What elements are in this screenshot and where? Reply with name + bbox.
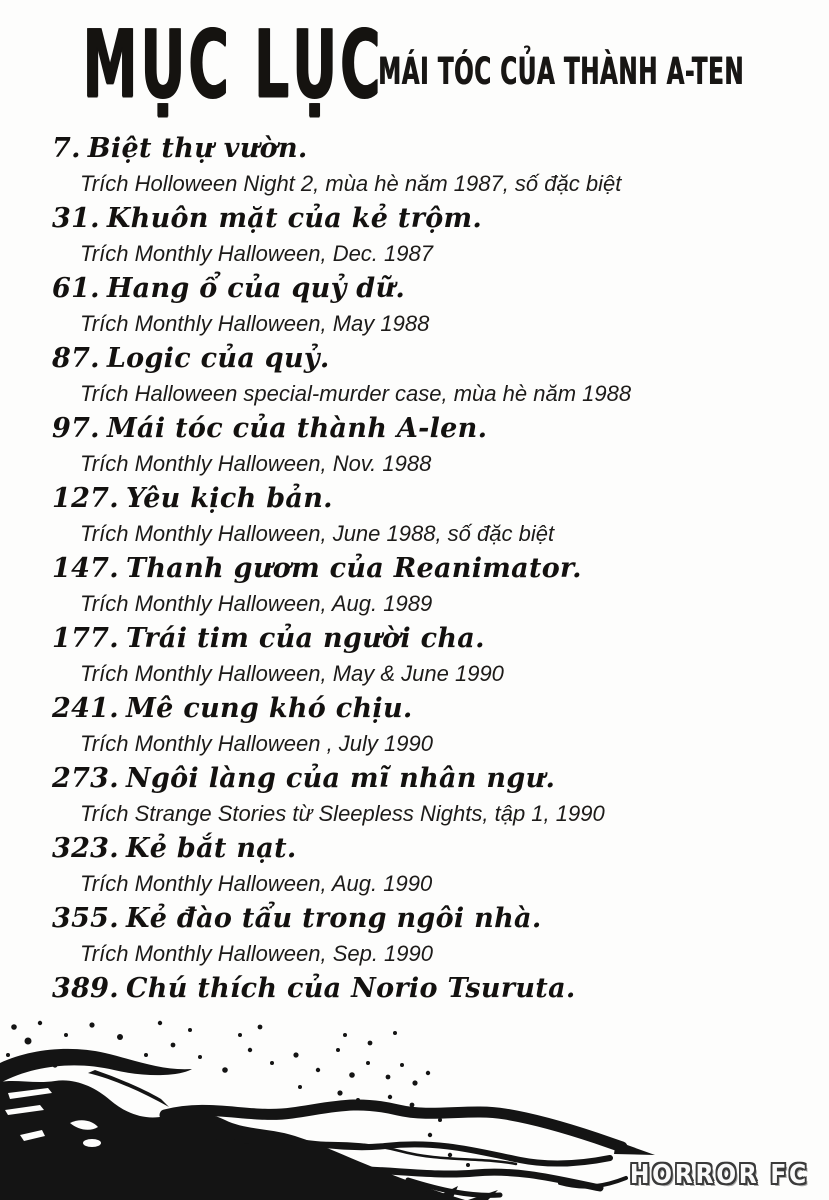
toc-entry — [52, 130, 805, 200]
entry-title-line — [52, 550, 805, 587]
entry-title: Kẻ đào tẩu trong ngôi nhà. — [125, 903, 542, 934]
entry-page-number: 147. — [52, 553, 119, 584]
entry-title: Mái tóc của thành A-len. — [106, 413, 488, 444]
entry-page-number: 31. — [52, 203, 100, 234]
entry-page-number: 97. — [52, 413, 100, 444]
entry-page-number: 389. — [52, 973, 119, 1004]
entry-page-number: 61. — [52, 273, 100, 304]
entry-title-line — [52, 130, 805, 167]
entry-source: Trích Monthly Halloween, May & June 1990 — [80, 661, 504, 686]
entry-source: Trích Monthly Halloween, Sep. 1990 — [80, 941, 433, 966]
entry-source: Trích Monthly Halloween, Aug. 1990 — [80, 871, 433, 896]
entry-title-line — [52, 760, 805, 797]
entry-title-line — [52, 270, 805, 307]
entry-title-line — [52, 200, 805, 237]
toc-entry — [52, 760, 805, 830]
entry-title: Biệt thự vườn. — [87, 133, 308, 164]
entry-page-number: 323. — [52, 833, 119, 864]
entry-title-line — [52, 340, 805, 377]
toc-entry — [52, 480, 805, 550]
toc-entry — [52, 550, 805, 620]
entry-title: Thanh gươm của Reanimator. — [125, 553, 582, 584]
toc-entry — [52, 410, 805, 480]
toc-entry — [52, 900, 805, 970]
entry-page-number: 355. — [52, 903, 119, 934]
entry-title-line — [52, 410, 805, 447]
entry-title-line — [52, 690, 805, 727]
entry-title-line — [52, 480, 805, 517]
entry-title: Chú thích của Norio Tsuruta. — [125, 973, 576, 1004]
toc-entry — [52, 690, 805, 760]
entry-title: Khuôn mặt của kẻ trộm. — [106, 203, 483, 234]
page-subtitle: MÁI TÓC CỦA THÀNH A-TEN — [378, 50, 744, 93]
entry-title: Trái tim của người cha. — [125, 623, 485, 654]
entry-page-number: 7. — [52, 133, 81, 164]
entry-title: Mê cung khó chịu. — [125, 693, 413, 724]
entry-source: Trích Holloween Night 2, mùa hè năm 1987, số đặc biệt — [80, 171, 622, 196]
page-title: MỤC LỤC — [82, 9, 383, 119]
entry-source: Trích Halloween special-murder case, mùa hè năm 1988 — [80, 381, 632, 406]
entry-page-number: 273. — [52, 763, 119, 794]
entry-title: Yêu kịch bản. — [125, 483, 333, 514]
entry-page-number: 177. — [52, 623, 119, 654]
entry-source: Trích Monthly Halloween, May 1988 — [80, 311, 430, 336]
toc-list — [52, 130, 805, 1040]
toc-entry — [52, 830, 805, 900]
horror-fc-watermark: HORROR FC — [629, 1160, 809, 1190]
entry-page-number: 127. — [52, 483, 119, 514]
entry-title-line — [52, 970, 805, 1007]
entry-title-line — [52, 900, 805, 937]
toc-entry — [52, 620, 805, 690]
entry-title-line — [52, 830, 805, 867]
toc-entry — [52, 270, 805, 340]
entry-title-line — [52, 620, 805, 657]
entry-title: Ngôi làng của mĩ nhân ngư. — [125, 763, 556, 794]
entry-title: Logic của quỷ. — [106, 343, 330, 374]
entry-source: Trích Strange Stories từ Sleepless Nights, tập 1, 1990 — [80, 801, 605, 826]
entry-source: Trích Monthly Halloween, Aug. 1989 — [80, 591, 433, 616]
toc-entry — [52, 340, 805, 410]
entry-source: Trích Monthly Halloween, June 1988, số đặc biệt — [80, 521, 555, 546]
entry-page-number: 87. — [52, 343, 100, 374]
toc-entry — [52, 200, 805, 270]
entry-title: Kẻ bắt nạt. — [125, 833, 297, 864]
entry-page-number: 241. — [52, 693, 119, 724]
entry-title: Hang ổ của quỷ dữ. — [106, 273, 406, 304]
entry-source: Trích Monthly Halloween, Nov. 1988 — [80, 451, 432, 476]
entry-source: Trích Monthly Halloween, Dec. 1987 — [80, 241, 433, 266]
entry-source: Trích Monthly Halloween , July 1990 — [80, 731, 433, 756]
